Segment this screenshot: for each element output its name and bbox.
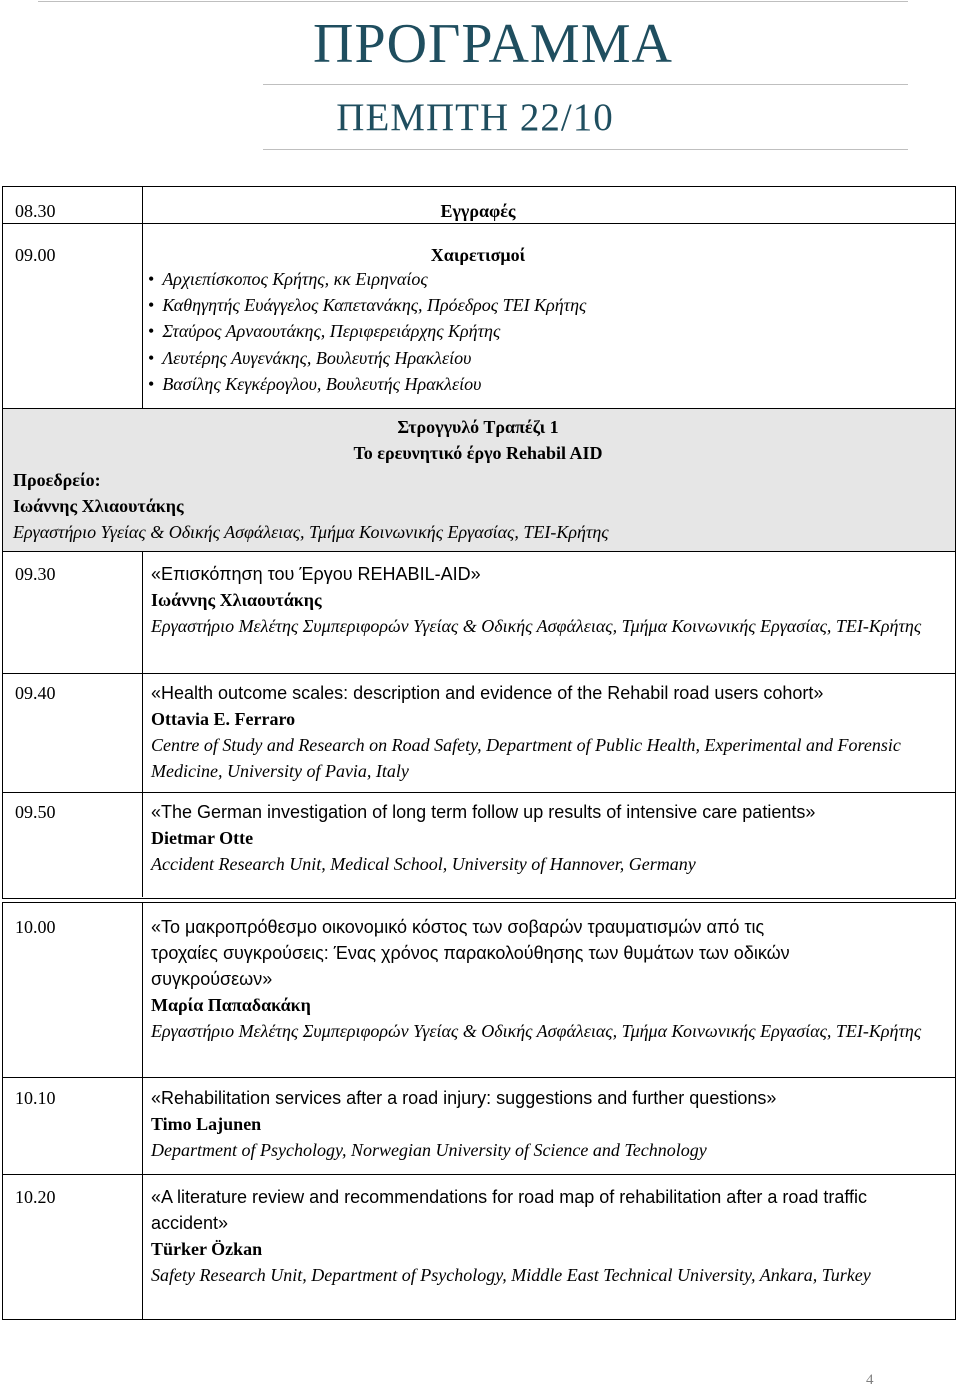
welcome-time: 09.00 [15, 245, 56, 265]
session-affiliation: Accident Research Unit, Medical School, University of Hannover, Germany [151, 854, 696, 874]
chair-name: Ιωάννης Χλιαουτάκης [13, 496, 184, 516]
session-time: 09.30 [15, 564, 56, 584]
session-time: 10.10 [15, 1088, 56, 1108]
registration-time: 08.30 [15, 201, 56, 221]
row-divider [3, 408, 955, 409]
session-speaker: Timo Lajunen [151, 1114, 262, 1134]
session-title: «Health outcome scales: description and evidence of the Rehabil road users cohort» [151, 683, 824, 703]
day-subtitle: ΠΕΜΠΤΗ 22/10 [336, 96, 614, 139]
chair-affiliation: Εργαστήριο Υγείας & Οδικής Ασφάλειας, Τμήμα Κοινωνικής Εργασίας, ΤΕΙ-Κρήτης [13, 522, 609, 542]
row-divider [3, 1174, 955, 1175]
roundtable-subtitle: Το ερευνητικό έργο Rehabil AID [353, 443, 603, 463]
time-column-divider [142, 903, 143, 1319]
session-speaker: Dietmar Otte [151, 828, 254, 848]
session-time: 10.20 [15, 1187, 56, 1207]
session-time: 09.50 [15, 802, 56, 822]
session-title: «The German investigation of long term follow up results of intensive care patients» [151, 802, 816, 822]
schedule-table-2 [2, 902, 956, 1320]
registration-label: Εγγραφές [440, 201, 516, 221]
roundtable-title: Στρογγυλό Τραπέζι 1 [397, 417, 559, 437]
page-title: ΠΡΟΓΡΑΜΜΑ [313, 13, 673, 75]
session-title: «A literature review and recommendations for road map of rehabilitation after a road traffic accident» [151, 1187, 868, 1233]
session-affiliation: Centre of Study and Research on Road Safety, Department of Public Health, Experimental and Forensic Medicine, University of Pavia, Italy [151, 735, 901, 781]
session-title: «Το μακροπρόθεσμο οικονομικό κόστος των σοβαρών τραυματισμών από τις τροχαίες συγκρούσεις: Ένας χρόνος παρακολούθησης των θυμάτων των οδικών συγκρούσεων» [151, 917, 790, 989]
subtitle-divider [263, 149, 908, 150]
session-affiliation: Safety Research Unit, Department of Psychology, Middle East Technical University, Ankara, Turkey [151, 1265, 871, 1285]
session-affiliation: Εργαστήριο Μελέτης Συμπεριφορών Υγείας & Οδικής Ασφάλειας, Τμήμα Κοινωνικής Εργασίας, ΤΕΙ-Κρήτης [151, 616, 922, 636]
row-divider [3, 792, 955, 793]
welcome-label: Χαιρετισμοί [430, 245, 526, 265]
session-title: «Rehabilitation services after a road injury: suggestions and further questions» [151, 1088, 777, 1108]
time-column-divider [142, 551, 143, 897]
table-1-inner [3, 186, 955, 897]
row-divider [3, 1077, 955, 1078]
list-item: • Σταύρος Αρναουτάκης, Περιφερειάρχης Κρήτης [148, 318, 586, 344]
page-number: 4 [866, 1372, 874, 1388]
title-divider [263, 84, 908, 85]
top-rule [38, 1, 908, 2]
list-item: • Βασίλης Κεγκέρογλου, Βουλευτής Ηρακλείου [148, 371, 586, 397]
session-speaker: Ottavia E. Ferraro [151, 709, 296, 729]
row-divider [3, 673, 955, 674]
session-speaker: Ιωάννης Χλιαουτάκης [151, 590, 322, 610]
session-title: «Επισκόπηση του Έργου REHABIL-AID» [151, 564, 481, 584]
list-item: • Καθηγητής Ευάγγελος Καπετανάκης, Πρόεδρος ΤΕΙ Κρήτης [148, 292, 586, 318]
session-time: 09.40 [15, 683, 56, 703]
session-speaker: Μαρία Παπαδακάκη [151, 995, 311, 1015]
session-time: 10.00 [15, 917, 56, 937]
list-item: • Λευτέρης Αυγενάκης, Βουλευτής Ηρακλείου [148, 345, 586, 371]
roundtable-panel [3, 408, 955, 551]
list-item: • Αρχιεπίσκοπος Κρήτης, κκ Ειρηναίος [148, 266, 586, 292]
session-affiliation: Εργαστήριο Μελέτης Συμπεριφορών Υγείας & Οδικής Ασφάλειας, Τμήμα Κοινωνικής Εργασίας, ΤΕΙ-Κρήτης [151, 1021, 922, 1041]
row-divider [3, 551, 955, 552]
chair-label: Προεδρείο: [13, 470, 101, 490]
session-affiliation: Department of Psychology, Norwegian University of Science and Technology [151, 1140, 707, 1160]
session-speaker: Türker Özkan [151, 1239, 263, 1259]
